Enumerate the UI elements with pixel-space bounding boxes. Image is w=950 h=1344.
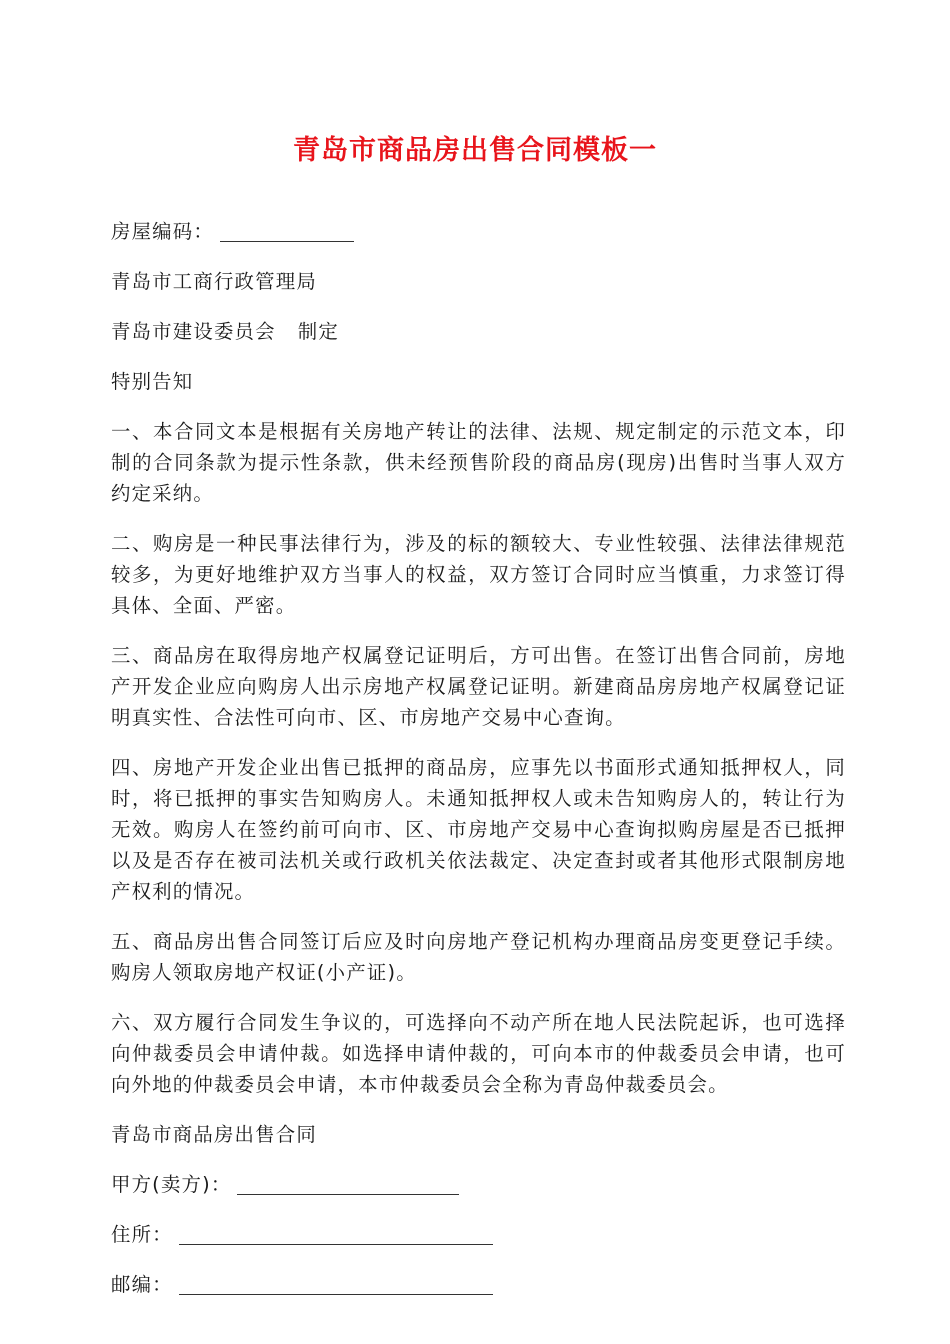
contract-heading: 青岛市商品房出售合同 xyxy=(111,1123,317,1146)
party-a-blank xyxy=(237,1174,459,1195)
notice-paragraph-2: 二、购房是一种民事法律行为，涉及的标的额较大、专业性较强、法律法律规范较多，为更好地维护双方当事人的权益，双方签订合同时应当慎重，力求签订得具体、全面、严密。 xyxy=(111,532,846,617)
zip-label: 邮编： xyxy=(111,1273,173,1296)
house-code-blank xyxy=(220,221,354,242)
notice-paragraph-4: 四、房地产开发企业出售已抵押的商品房，应事先以书面形式通知抵押权人，同时，将已抵押的事实告知购房人。未通知抵押权人或未告知购房人的，转让行为无效。购房人在签约前可向市、区、市房地产交易中心查询拟购房屋是否已抵押以及是否存在被司法机关或行政机关依法裁定、决定查封或者其他形式限制房地产权利的情况。 xyxy=(111,756,846,903)
zip-line xyxy=(111,1269,846,1300)
address-label: 住所： xyxy=(111,1223,173,1246)
notice-heading: 特别告知 xyxy=(111,370,194,393)
notice-paragraph-3: 三、商品房在取得房地产权属登记证明后，方可出售。在签订出售合同前，房地产开发企业应向购房人出示房地产权属登记证明。新建商品房房地产权属登记证明真实性、合法性可向市、区、市房地产交易中心查询。 xyxy=(111,644,846,729)
house-code-line xyxy=(111,216,846,247)
zip-blank xyxy=(179,1274,493,1295)
issuer-1: 青岛市工商行政管理局 xyxy=(111,270,317,293)
issuer-2-action: 制定 xyxy=(297,320,339,343)
address-line xyxy=(111,1219,846,1250)
issuer-2-line xyxy=(111,316,846,347)
issuer-2: 青岛市建设委员会 xyxy=(111,320,276,343)
address-blank xyxy=(179,1224,493,1245)
notice-paragraph-1: 一、本合同文本是根据有关房地产转让的法律、法规、规定制定的示范文本，印制的合同条款为提示性条款，供未经预售阶段的商品房(现房)出售时当事人双方约定采纳。 xyxy=(111,420,846,505)
document-body xyxy=(111,216,846,1319)
notice-paragraph-6: 六、双方履行合同发生争议的，可选择向不动产所在地人民法院起诉，也可选择向仲裁委员会申请仲裁。如选择申请仲裁的，可向本市的仲裁委员会申请，也可向外地的仲裁委员会申请，本市仲裁委员会全称为青岛仲裁委员会。 xyxy=(111,1011,846,1096)
party-a-label: 甲方(卖方)： xyxy=(111,1173,232,1196)
party-a-line xyxy=(111,1169,846,1200)
document-title: 青岛市商品房出售合同模板一 xyxy=(293,135,657,166)
house-code-label: 房屋编码： xyxy=(111,220,214,243)
notice-paragraph-5: 五、商品房出售合同签订后应及时向房地产登记机构办理商品房变更登记手续。购房人领取房地产权证(小产证)。 xyxy=(111,930,846,984)
